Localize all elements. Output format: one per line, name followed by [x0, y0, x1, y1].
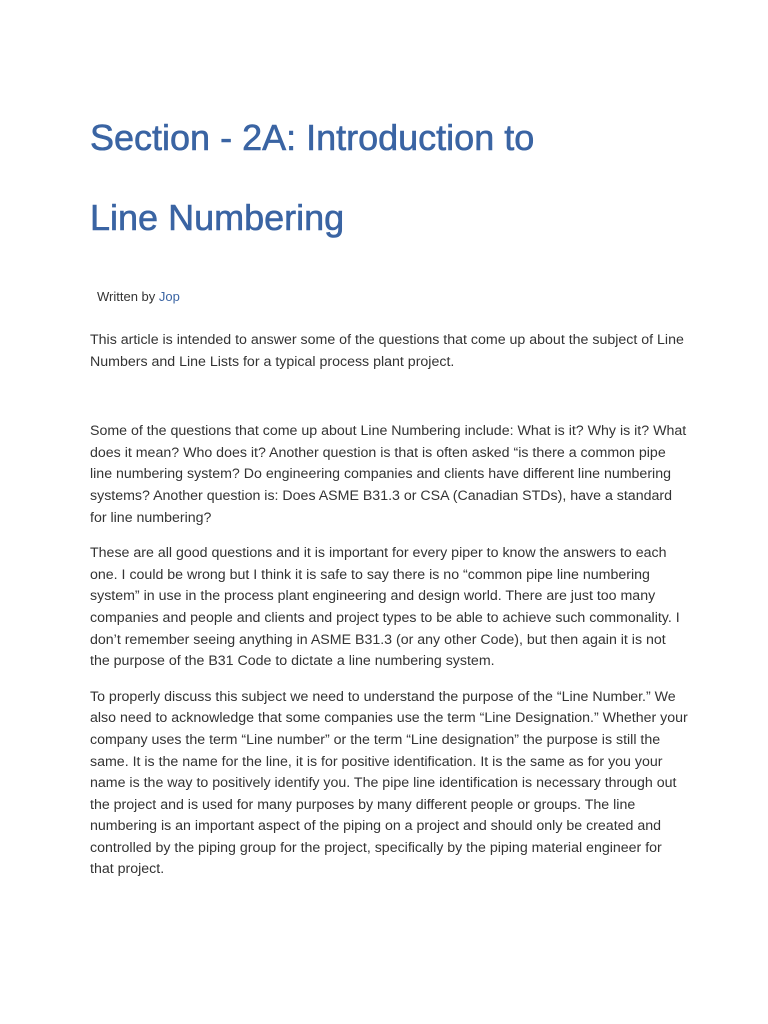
article-paragraph-1: This article is intended to answer some of the questions that come up about the subject of Line Numbers and Line Lists for a typical process plant project. [90, 332, 684, 370]
article-title [90, 0, 688, 258]
article-body [90, 330, 688, 881]
article-title-line-1: Section - 2A: Introduction to [90, 117, 535, 158]
author-link[interactable]: Jop [158, 289, 180, 304]
byline [97, 288, 688, 306]
byline-prefix: Written by [97, 289, 156, 304]
article-paragraph-4: To properly discuss this subject we need to understand the purpose of the “Line Number.” We also need to acknowledge that some companies use the term “Line Designation.” Whether your company uses the term “Line number” or the term “Line designation” the purpose is still the same. It is the name for the line, it is for positive identification. It is the same as for you your name is the way to positively identify you. The pipe line identification is necessary through out the project and is used for many purposes by many different people or groups. The line numbering is an important aspect of the piping on a project and should only be created and controlled by the piping group for the project, specifically by the piping material engineer for that project. [90, 688, 688, 878]
article-paragraph-2: Some of the questions that come up about Line Numbering include: What is it? Why is it? What does it mean? Who does it? Another question is that is often asked “is there a common pipe line numbering system? Do engineering companies and clients have different line numbering systems? Another question is: Does ASME B31.3 or CSA (Canadian STDs), have a standard for line numbering? [90, 423, 687, 526]
article-title-line-2: Line Numbering [90, 197, 345, 238]
article-paragraph-3: These are all good questions and it is important for every piper to know the answers to each one. I could be wrong but I think it is safe to say there is no “common pipe line numbering system” in use in the process plant engineering and design world. There are just too many companies and people and clients and project types to be able to achieve such commonality. I don’t remember seeing anything in ASME B31.3 (or any other Code), but then again it is not the purpose of the B31 Code to dictate a line numbering system. [90, 545, 680, 670]
